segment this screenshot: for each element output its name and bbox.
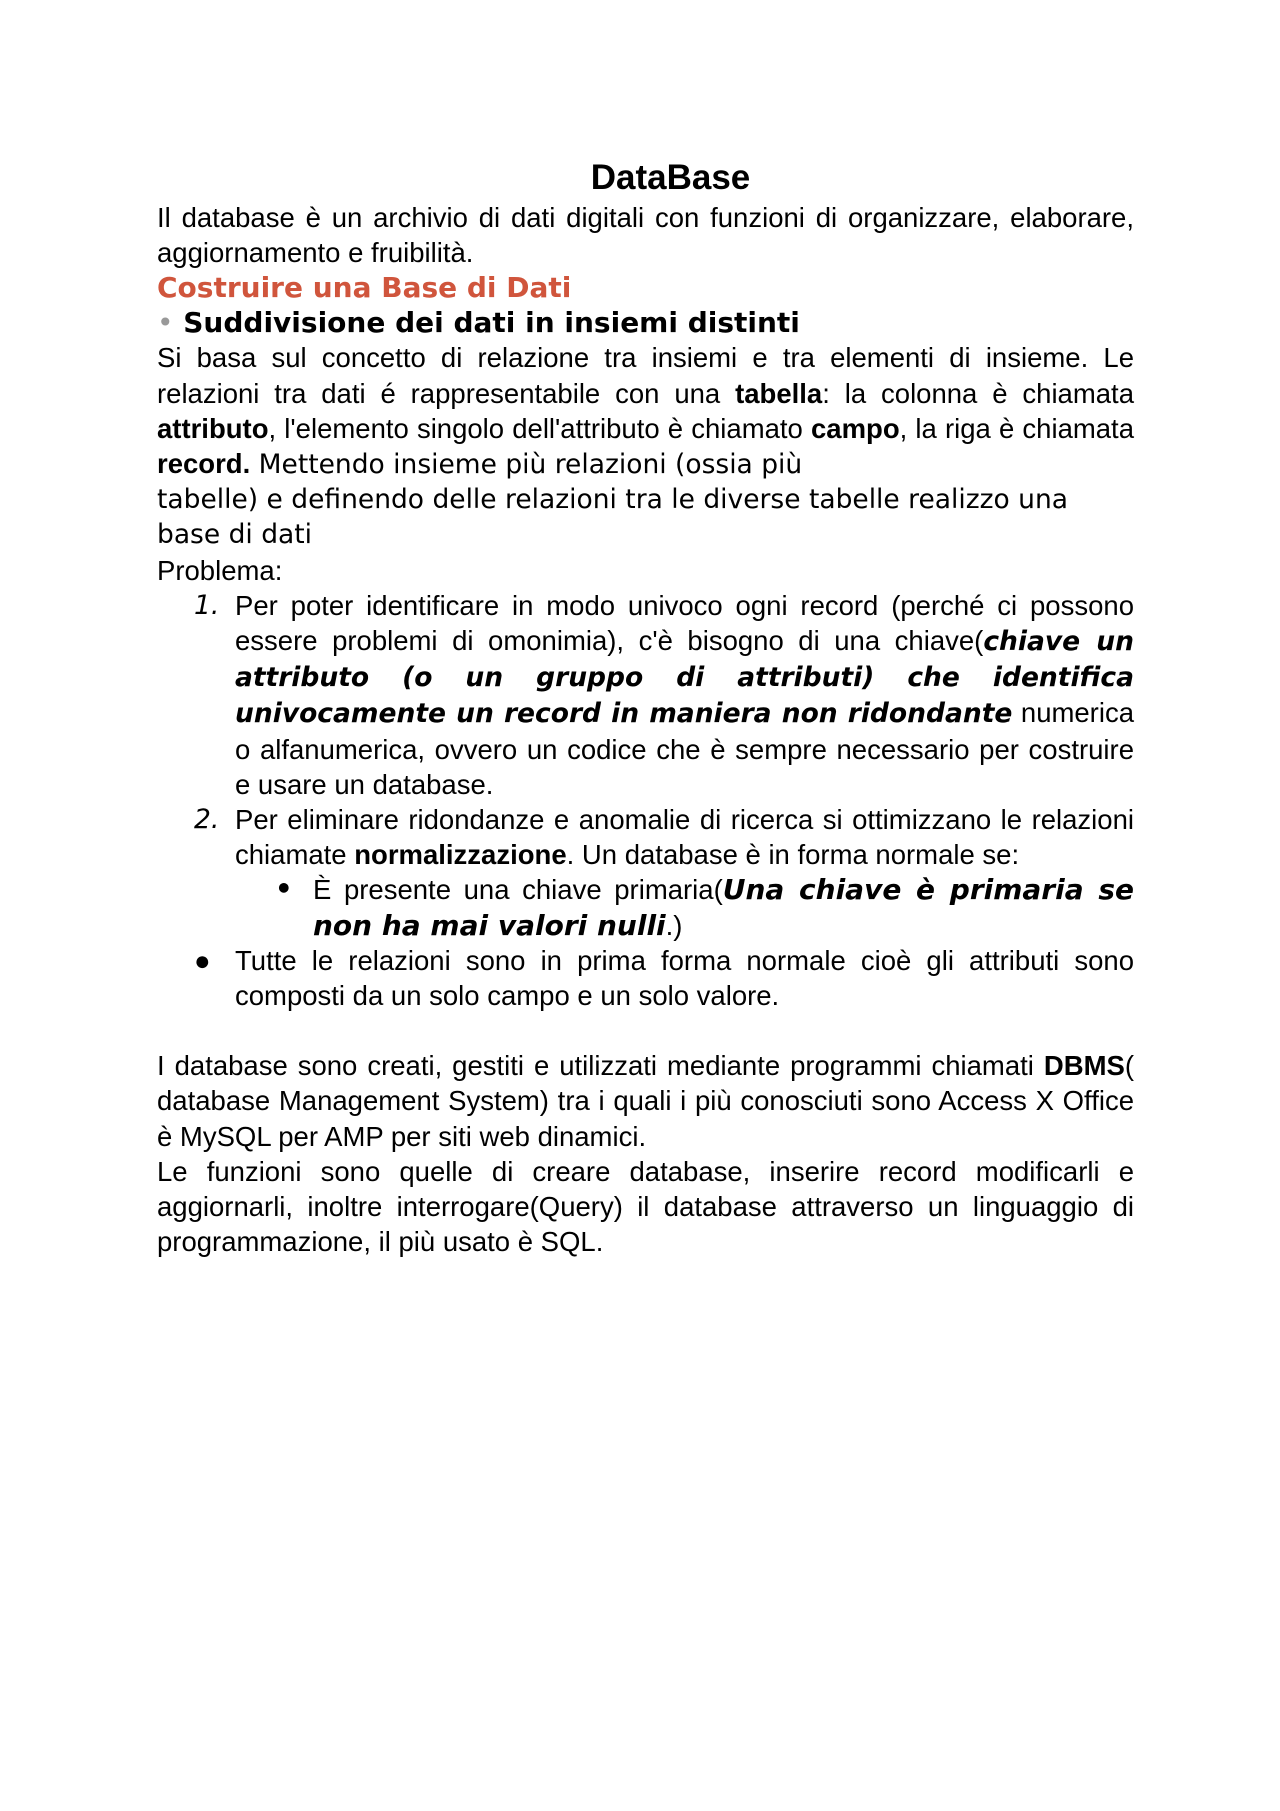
relations-text-4: , la riga è chiamata xyxy=(899,412,1134,444)
bullet-heading xyxy=(157,305,1134,340)
step-text: Per poter identificare in modo univoco ogni record (perché ci possono essere problemi di omonimia), c'è bisogno di una chiave( xyxy=(235,589,1134,657)
relations-text-1: Si basa sul concetto di relazione tra insiemi e tra elementi di insieme. Le relazioni tra dati é rappresentabile con una xyxy=(157,342,1134,409)
step-text: numerica o alfanumerica, ovvero un codice che è sempre necessario per costruire e usare un database. xyxy=(235,697,1134,800)
relations-continuation: tabelle) e definendo delle relazioni tra le diverse tabelle realizzo una base di dati xyxy=(157,484,1069,551)
term-attributo: attributo xyxy=(157,412,269,444)
step-text: Per eliminare ridondanze e anomalie di ricerca si ottimizzano le relazioni chiamate xyxy=(235,804,1134,871)
sub-bullet-marker: • xyxy=(275,873,293,906)
document-body xyxy=(157,156,1134,1259)
section-heading: Costruire una Base di Dati xyxy=(157,271,572,305)
key-definition: chiave un attributo (o un gruppo di attributi) che identifica univocamente un record in maniera non ridondante xyxy=(235,626,1134,730)
bullet-normal-form-text: Tutte le relazioni sono in prima forma normale cioè gli attributi sono composti da un solo campo e un solo valore. xyxy=(235,944,1134,1012)
list-item xyxy=(157,802,1134,872)
primary-key-definition: Una chiave è primaria se non ha mai valori nulli xyxy=(313,873,1134,942)
intro-paragraph: Il database è un archivio di dati digitali con funzioni di organizzare, elaborare, aggiornamento e fruibilità. xyxy=(157,202,1134,269)
relations-text-5: Mettendo insieme più relazioni (ossia più xyxy=(250,449,803,481)
dbms-text-2: ( database Management System) tra i quali i più conosciuti sono Access X Office è MySQL per AMP per siti web dinamici. xyxy=(157,1050,1134,1152)
term-record: record. xyxy=(157,448,251,480)
problema-label: Problema: xyxy=(157,554,283,586)
list-item xyxy=(157,588,1134,802)
dbms-text-1: I database sono creati, gestiti e utilizzati mediante programmi chiamati xyxy=(157,1050,1044,1082)
sub-bullet-end: .) xyxy=(665,909,683,941)
bullet-marker: • xyxy=(157,306,174,340)
term-tabella: tabella xyxy=(735,377,823,409)
step-text: . Un database è in forma normale se: xyxy=(566,839,1020,871)
spacer xyxy=(157,1013,1134,1048)
page-title: DataBase xyxy=(590,158,751,197)
step-number: 1. xyxy=(194,589,220,621)
bullet-heading-text: Suddivisione dei dati in insiemi distinti xyxy=(183,306,800,340)
term-campo: campo xyxy=(810,412,900,444)
problem-steps-list xyxy=(157,588,1134,873)
relations-paragraph xyxy=(157,340,1134,482)
term-normalizzazione: normalizzazione xyxy=(354,839,567,871)
bullet-normal-form xyxy=(157,943,1134,1013)
relations-text-3: , l'elemento singolo dell'attributo è chiamato xyxy=(268,412,811,444)
term-dbms: DBMS xyxy=(1043,1050,1125,1082)
dbms-paragraph xyxy=(157,1048,1134,1154)
step-number: 2. xyxy=(194,804,220,836)
bullet-marker: ● xyxy=(194,944,211,976)
functions-paragraph: Le funzioni sono quelle di creare database, inserire record modificarli e aggiornarli, inoltre interrogare(Query) il database attraverso un linguaggio di programmazione, il più usato è SQL. xyxy=(157,1155,1134,1258)
relations-text-2: : la colonna è chiamata xyxy=(822,377,1134,409)
sub-bullet-text: È presente una chiave primaria( xyxy=(313,874,723,906)
sub-bullet-primary-key xyxy=(157,872,1134,942)
